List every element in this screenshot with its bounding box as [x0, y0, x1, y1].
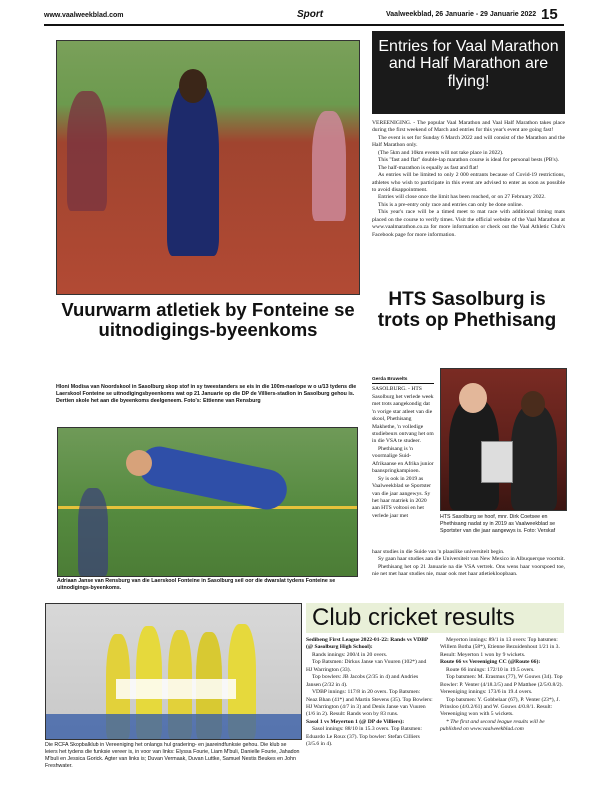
- result-entry: [306, 719, 433, 726]
- certificates: [116, 679, 236, 699]
- byline: Gerda Bruwelts: [372, 377, 434, 384]
- cricket-results-col1: [306, 637, 433, 749]
- runner-left-figure: [67, 91, 107, 211]
- soccer-club-photo: [45, 603, 302, 740]
- high-jump-caption: Adriaan Janse van Rensburg van die Laerskool Fonteine in Sasolburg seil oor die dwarslat tydens Fonteine se uitnodigings-byeenkoms.: [57, 578, 336, 592]
- issue-date: Vaalweekblad, 26 Januarie - 29 Januarie 2022: [386, 11, 537, 18]
- article-paragraph: Phethisang het op 21 Januarie na die VSA vertrek. Ons wens haar voorspoed toe, nie net met haar studies nie, maar ook met haar atletiekloopbaan.: [372, 563, 565, 578]
- result-entry: [306, 637, 433, 652]
- result-entry: Top batsmen: Y. Gobbelaar (67), P. Venter (23*), J. Prinsloo (4/0.2/61) and W. Gouws 4/0.8/1. Result: Vereeniging won with 5 wickets.: [440, 696, 560, 718]
- result-entry: [440, 659, 564, 666]
- article-paragraph: This year's race will be a timed meet to mat race with additional timing mats placed on the course to verify times. Visit the official website of the Vaal Marathon at www.vaalmarathon.co.za for more information or check out the Vaal Athletic Club's Facebook page for more information.: [372, 209, 565, 238]
- article-paragraph: This "fast and flat" double-lap marathon course is ideal for personal bests (PB's).: [378, 157, 559, 164]
- sprint-photo: [56, 40, 360, 295]
- result-entry: Top bowlers: JB Jacobs (2/35 in 4) and Andries Jansen (2/32 in 4).: [306, 674, 419, 688]
- result-entry: Route 66 innings: 172/10 in 19.5 overs.: [446, 666, 535, 673]
- article-paragraph: Phethisang is 'n voormalige Suid-Afrikaanse en Afrika junior baanspringkampioen.: [372, 445, 434, 475]
- spectator-figure: [78, 488, 108, 576]
- athlete-head: [521, 391, 545, 417]
- athlete-figure: [511, 405, 557, 510]
- article-paragraph: VEREENIGING. - The popular Vaal Marathon and Vaal Half Marathon takes place during the first weekend of March and entries for this year's event are going fast!: [372, 120, 565, 134]
- result-entry: Top batsmen: M. Erasmus (77), W Gouws (34). Top Bowler: P. Venter (4/18.3/5) and P Matthee (2/5/0.8/2). Vereeniging innings: 173/6 in 19.4 overs.: [440, 674, 563, 696]
- result-entry: Top Batsmen: Dirkus Janse van Vuuren (102*) and HJ Warrington (33).: [306, 659, 427, 673]
- soccer-club-caption: Die RCFA Skopbalklub in Vereeniging het onlangs hul gradering- en jaareindfunksie gehou. Die klub se leiers het tydens die funksie vereer is, in voor van links: Elyssa Fourie, Liam M'buli, Danielle Fourie, Jahadon M'buli en Jessica Gorick. Agter van links is; Duvan Vermaak, Duvan Luttke, Samuel Nestis Beukes en John Freshwater.: [45, 742, 300, 770]
- header-rule: [44, 24, 564, 26]
- article-paragraph: (The 5km and 10km events will not take place in 2022).: [378, 149, 504, 156]
- sprinter-figure: [167, 81, 219, 256]
- result-entry: Rands innings: 200/4 in 20 overs.: [312, 651, 388, 658]
- article-paragraph: Entries will close once the limit has been reached, or on 27 February 2022.: [378, 194, 546, 201]
- hts-photo: [440, 368, 567, 511]
- hts-article-wide: [372, 549, 565, 579]
- article-paragraph: As entries will be limited to only 2 000 entrants because of Covid-19 restrictions, athletes who wish to participate in this event are advised to enter as soon as possible to avoid disappointment.: [372, 172, 565, 193]
- page-header: [0, 0, 612, 34]
- article-paragraph: Sy is ook in 2019 as Vaalweekblad se Sportster van die jaar aangewys. Sy het haar matriek in 2020 aan HTS voltooi en het verlede jaar met: [372, 475, 432, 519]
- article-paragraph: haar studies in die Suide van 'n plaaslike universiteit begin.: [372, 549, 505, 555]
- hts-photo-caption: HTS Sasolburg se hoof, mnr. Dirk Coetsee en Phethisang nadat sy in 2019 as Vaalweekblad se Sportster van die jaar aangewys is. Foto: Verskaf: [440, 514, 556, 535]
- hts-article-narrow: [372, 377, 434, 520]
- result-entry: VDBP innings: 117/8 in 20 overs. Top Batsmen: Neaz Bhan (41*) and Martin Stevens (35). Top Bowlers: HJ Warrington (4/7 in 3) and Denis Janse van Vuuren (1/6 in 2). Result: Rands won by 83 runs.: [306, 689, 433, 718]
- article-paragraph: The half-marathon is equally as fast and flat!: [378, 164, 479, 171]
- principal-head: [459, 383, 487, 413]
- result-entry: Meyerton innings: 89/1 in 13 overs: Top batsmen: Willem Botha (58*), Etienne Bezuidenhout 1/21 in 3. Result: Meyerton 1 won by 9 wickets.: [440, 637, 560, 658]
- section-name: Sport: [297, 9, 324, 20]
- result-heading: Sedibeng First League 2022-01-22: Rands vs VDBP (@ Sasolburg High School):: [306, 637, 429, 651]
- kit-shorts: [46, 714, 301, 739]
- result-entry: Sasol innings: 88/10 in 15.3 overs. Top Batsmen: Eduardo Le Roux (37). Top bowler: Stefan Cilliers (3/5.6 in 4).: [306, 726, 422, 748]
- page-number: 15: [541, 6, 558, 23]
- result-heading: Route 66 vs Vereeniging CC (@Route 66):: [440, 659, 541, 666]
- article-paragraph: SASOLBURG. - HTS Sasolburg het verlede week met trots aangekondig dat 'n vorige star atleet van die skool, Phethisang Makhethe, 'n volledige studiebeurs ontvang het om in die VSA te studeer.: [372, 386, 434, 445]
- runner-right-figure: [312, 111, 346, 221]
- article-paragraph: This is a pre-entry only race and entries can only be done online.: [378, 201, 523, 208]
- hts-headline: HTS Sasolburg is trots op Phethisang: [377, 289, 557, 331]
- high-jump-photo: [57, 427, 358, 577]
- award-frame: [481, 441, 513, 483]
- sprint-photo-caption: Hloni Modisa van Noordskool in Sasolburg skop stof in sy tweestanders se eis in die 100m-naelope w o u/13 tydens die Laerskool Fonteine se uitnodigingsbyeenkoms wat op 21 Januarie op die DP de Villiers-stadion in Sasolburg gehou is. Dertien skole het aan die byeenkoms deelgeneem. Foto's: Ettienne van Rensburg: [56, 384, 357, 405]
- site-url[interactable]: www.vaalweekblad.com: [44, 12, 124, 19]
- article-paragraph: Sy gaan haar studies aan die Universiteit van New Mexico in Albuquerque voortsit.: [378, 556, 565, 563]
- marathon-headline: Entries for Vaal Marathon and Half Marathon are flying!: [378, 38, 559, 90]
- athletics-headline: Vuurwarm atletiek by Fonteine se uitnodigings-byeenkoms: [61, 299, 355, 340]
- cricket-headline: Club cricket results: [312, 604, 515, 631]
- result-entry: * The first and second league results will be published on www.vaalweekblad.com: [440, 718, 545, 733]
- jumper-head: [126, 450, 152, 476]
- sprinter-head: [179, 69, 207, 103]
- marathon-article: [372, 120, 565, 239]
- article-paragraph: The event is set for Sunday 6 March 2022 and will consist of the Marathon and the Half Marathon only.: [372, 134, 565, 149]
- jumper-figure: [135, 443, 290, 513]
- cricket-results-col2: [440, 637, 564, 734]
- result-heading: Sasol 1 vs Meyerton 1 (@ DP de Villiers):: [306, 718, 405, 725]
